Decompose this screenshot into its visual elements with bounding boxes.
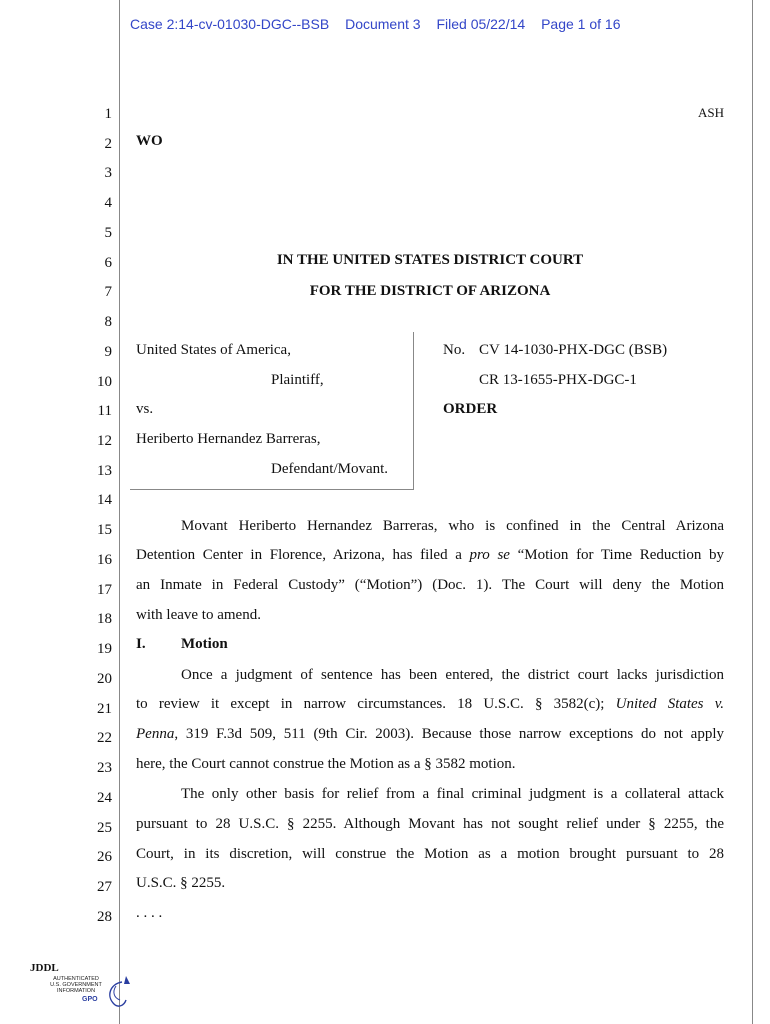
defendant-role: Defendant/Movant. — [271, 461, 389, 477]
line-number: 20 — [97, 670, 112, 687]
filed-date: Filed 05/22/14 — [436, 16, 526, 32]
left-margin-rule — [119, 0, 120, 1024]
case-number: Case 2:14-cv-01030-DGC--BSB — [130, 16, 330, 32]
plaintiff-role: Plaintiff, — [271, 372, 324, 388]
criminal-case-number: CR 13-1655-PHX-DGC-1 — [479, 372, 637, 388]
line-number: 2 — [104, 135, 112, 152]
paragraph-2-line-1: Once a judgment of sentence has been entered, the district court lacks jurisdiction — [181, 667, 724, 683]
continuation-ellipsis: . . . . — [136, 905, 163, 921]
line-number: 19 — [97, 641, 112, 658]
line-number: 5 — [104, 224, 112, 241]
section-number: I. — [136, 636, 146, 652]
paragraph-1-line-3: an Inmate in Federal Custody” (“Motion”) (Doc. 1). The Court will deny the Motion — [136, 577, 724, 593]
wo-marker: WO — [136, 133, 163, 149]
caption-divider — [413, 332, 414, 489]
line-number: 7 — [104, 284, 112, 301]
line-number: 13 — [97, 462, 112, 479]
paragraph-3-line-3: Court, in its discretion, will construe the Motion as a motion brought pursuant to 28 — [136, 846, 724, 862]
paragraph-2-line-4: here, the Court cannot construe the Motion as a § 3582 motion. — [136, 756, 516, 772]
filing-header — [130, 16, 632, 32]
line-number: 6 — [104, 254, 112, 271]
line-number: 21 — [97, 700, 112, 717]
plaintiff-name: United States of America, — [136, 342, 291, 358]
line-number: 15 — [97, 522, 112, 539]
authentication-text: AUTHENTICATED U.S. GOVERNMENT INFORMATION — [50, 976, 102, 994]
order-title: ORDER — [443, 401, 498, 417]
line-number: 16 — [97, 551, 112, 568]
jddl-mark: JDDL — [30, 962, 59, 974]
line-number: 14 — [97, 492, 112, 509]
line-number: 17 — [97, 581, 112, 598]
line-number: 12 — [97, 433, 112, 450]
versus: vs. — [136, 401, 154, 417]
caption-bottom-rule — [130, 489, 414, 490]
paragraph-3-line-1: The only other basis for relief from a final criminal judgment is a collateral attack — [181, 786, 724, 802]
gpo-text: GPO — [82, 996, 98, 1003]
line-number: 4 — [104, 195, 112, 212]
line-number: 11 — [97, 403, 112, 420]
line-number: 9 — [104, 343, 112, 360]
document-number: Document 3 — [345, 16, 421, 32]
line-number: 8 — [104, 314, 112, 331]
paragraph-3-line-4: U.S.C. § 2255. — [136, 875, 226, 891]
page-indicator: Page 1 of 16 — [541, 16, 621, 32]
defendant-name: Heriberto Hernandez Barreras, — [136, 431, 321, 447]
line-number: 27 — [97, 878, 112, 895]
line-number: 18 — [97, 611, 112, 628]
paragraph-1-line-2: Detention Center in Florence, Arizona, has filed a pro se “Motion for Time Reduction by — [136, 547, 724, 563]
gpo-authentication-logo — [26, 962, 136, 1018]
paragraph-1-line-1: Movant Heriberto Hernandez Barreras, who is confined in the Central Arizona — [181, 518, 724, 534]
line-number: 22 — [97, 730, 112, 747]
paragraph-2-line-2: to review it except in narrow circumstances. 18 U.S.C. § 3582(c); United States v. — [136, 696, 725, 712]
line-number: 10 — [97, 373, 112, 390]
paragraph-3-line-2: pursuant to 28 U.S.C. § 2255. Although Movant has not sought relief under § 2255, the — [136, 816, 724, 832]
line-number: 26 — [97, 849, 112, 866]
section-title: Motion — [181, 636, 228, 652]
line-number: 24 — [97, 789, 112, 806]
case-no-label: No. — [443, 342, 466, 358]
initials: ASH — [697, 105, 724, 120]
right-margin-rule — [752, 0, 753, 1024]
district-name: FOR THE DISTRICT OF ARIZONA — [309, 283, 551, 299]
court-name: IN THE UNITED STATES DISTRICT COURT — [276, 252, 584, 268]
line-number: 25 — [97, 819, 112, 836]
paragraph-2-line-3: Penna, 319 F.3d 509, 511 (9th Cir. 2003). Because those narrow exceptions do not apply — [136, 726, 724, 742]
civil-case-number: CV 14-1030-PHX-DGC (BSB) — [479, 342, 668, 358]
paragraph-1-line-4: with leave to amend. — [136, 607, 261, 623]
line-number: 1 — [104, 106, 112, 122]
line-number: 3 — [104, 165, 112, 182]
line-number: 23 — [97, 760, 112, 777]
line-number: 28 — [97, 908, 112, 925]
